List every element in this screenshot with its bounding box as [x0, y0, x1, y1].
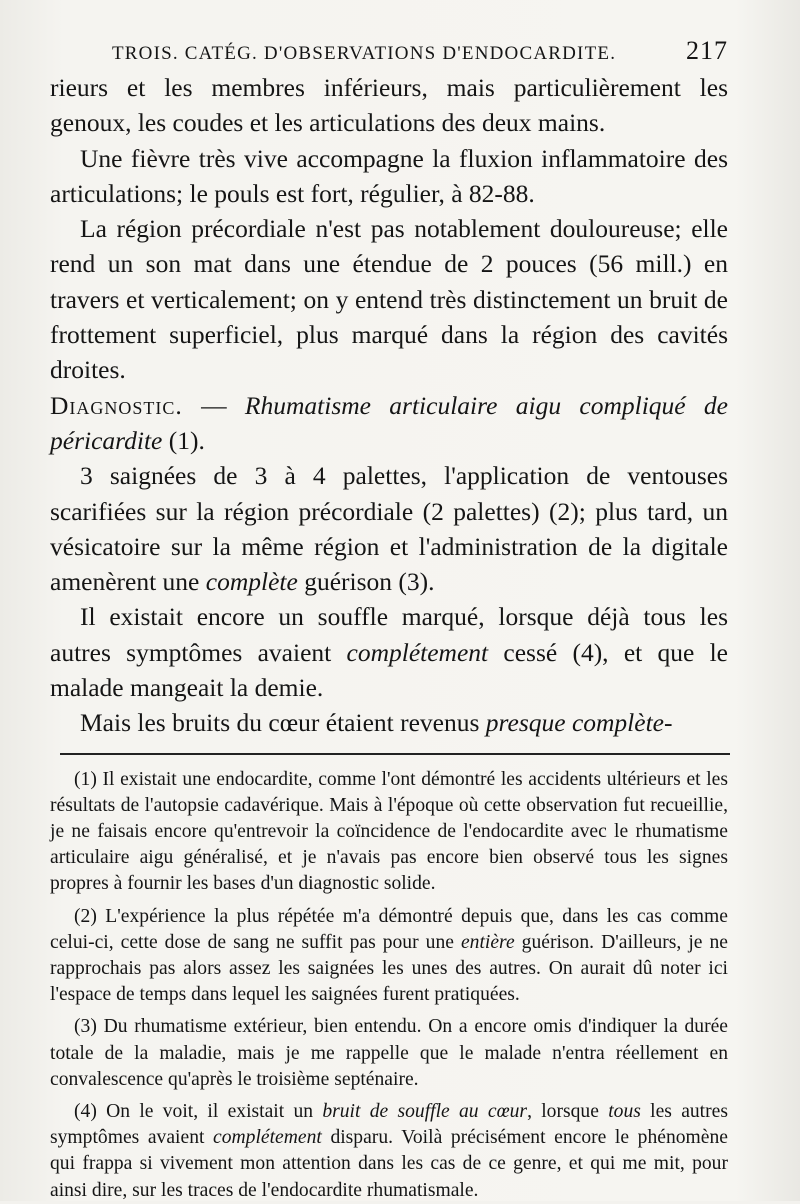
footnote-4-italic-3: complétement [213, 1127, 322, 1149]
souffle-italic: complétement [346, 637, 489, 667]
diagnostic-tail: (1). [162, 425, 205, 455]
treatment-text-a: 3 saignées de 3 à 4 palettes, l'application de ventouses scarifiées sur la région précordiale (2 palettes) (2); plus tard, un vésicatoire sur la même région et l'administration de la digitale amenèrent une [50, 461, 728, 597]
footnote-4-text-a: (4) On le voit, il existait un [74, 1101, 323, 1123]
running-header [112, 36, 728, 66]
footnotes [50, 767, 728, 1204]
page-number: 217 [686, 36, 728, 65]
footnote-4-text-d: disparu. Voilà précisément encore le phénomène qui frappa si vivement mon attention dans les cas de ce genre, et qui me mit, pour ainsi dire, sur les traces de l'endocardite rhumatismale. [50, 1127, 728, 1201]
souffle-text-b: cessé (4), et que le malade mangeait la demie. [50, 637, 728, 703]
paragraph-diagnostic [50, 388, 728, 459]
footnote-2-text-b: guérison. D'ailleurs, je ne rapprochais pas alors assez les saignées les unes des autres. On aurait dû noter ici l'espace de temps dans lequel les saignées furent pratiquées. [50, 931, 728, 1006]
main-text [50, 70, 728, 741]
footnote-4-italic-1: bruit de souffle au cœur [322, 1101, 528, 1123]
diagnostic-dash: — [182, 390, 245, 420]
running-title: TROIS. CATÉG. D'OBSERVATIONS D'ENDOCARDITE. [112, 43, 617, 64]
footnote-divider [60, 753, 730, 755]
paragraph-treatment [50, 458, 728, 599]
treatment-italic: complète [205, 567, 298, 597]
bruits-text-a: Mais les bruits du cœur étaient revenus [80, 708, 486, 738]
footnote-2-text-a: (2) L'expérience la plus répétée m'a démontré depuis que, dans les cas comme celui-ci, cette dose de sang ne suffit pas pour une [50, 905, 728, 953]
footnote-1: (1) Il existait une endocardite, comme l'ont démontré les accidents ultérieurs et les résultats de l'autopsie cadavérique. Mais à l'époque où cette observation fut recueillie, je ne faisais encore qu'entrevoir la coïncidence de l'endocardite avec le rhumatisme articulaire aigu généralisé, et je n'avais pas encore bien observé tous les signes propres à fournir les bases d'un diagnostic solide. [50, 768, 728, 895]
paragraph-3: La région précordiale n'est pas notablement douloureuse; elle rend un son mat dans une étendue de 2 pouces (56 mill.) en travers et verticalement; on y entend très distinctement un bruit de frottement superficiel, plus marqué dans la région des cavités droites. [50, 214, 728, 385]
treatment-text-b: guérison (3). [297, 567, 435, 597]
footnote-4 [50, 1099, 728, 1204]
footnote-2 [50, 904, 728, 1009]
bruits-italic: presque complète- [485, 708, 673, 738]
paragraph-souffle [50, 599, 728, 705]
diagnostic-label: Diagnostic. [50, 390, 183, 420]
souffle-text-a: Il existait encore un souffle marqué, lorsque déjà tous les autres symptômes avaient [50, 602, 728, 667]
footnote-3: (3) Du rhumatisme extérieur, bien entendu. On a encore omis d'indiquer la durée totale de la maladie, mais je me rappelle que le malade n'entra réellement en convalescence qu'après le troisième septénaire. [50, 1016, 728, 1090]
paragraph-1: rieurs et les membres inférieurs, mais particulièrement les genoux, les coudes et les articulations des deux mains. [50, 73, 728, 138]
footnote-4-text-c: les autres symptômes avaient [50, 1101, 728, 1149]
footnote-4-italic-2: tous [608, 1101, 641, 1123]
footnote-4-text-b: , lorsque [527, 1101, 609, 1123]
footnote-2-italic: entière [460, 931, 515, 953]
diagnostic-italic: Rhumatisme articulaire aigu compliqué de péricardite [50, 390, 728, 455]
paragraph-2: Une fièvre très vive accompagne la fluxion inflammatoire des articulations; le pouls est fort, régulier, à 82-88. [50, 143, 728, 208]
paragraph-bruits [50, 705, 728, 740]
